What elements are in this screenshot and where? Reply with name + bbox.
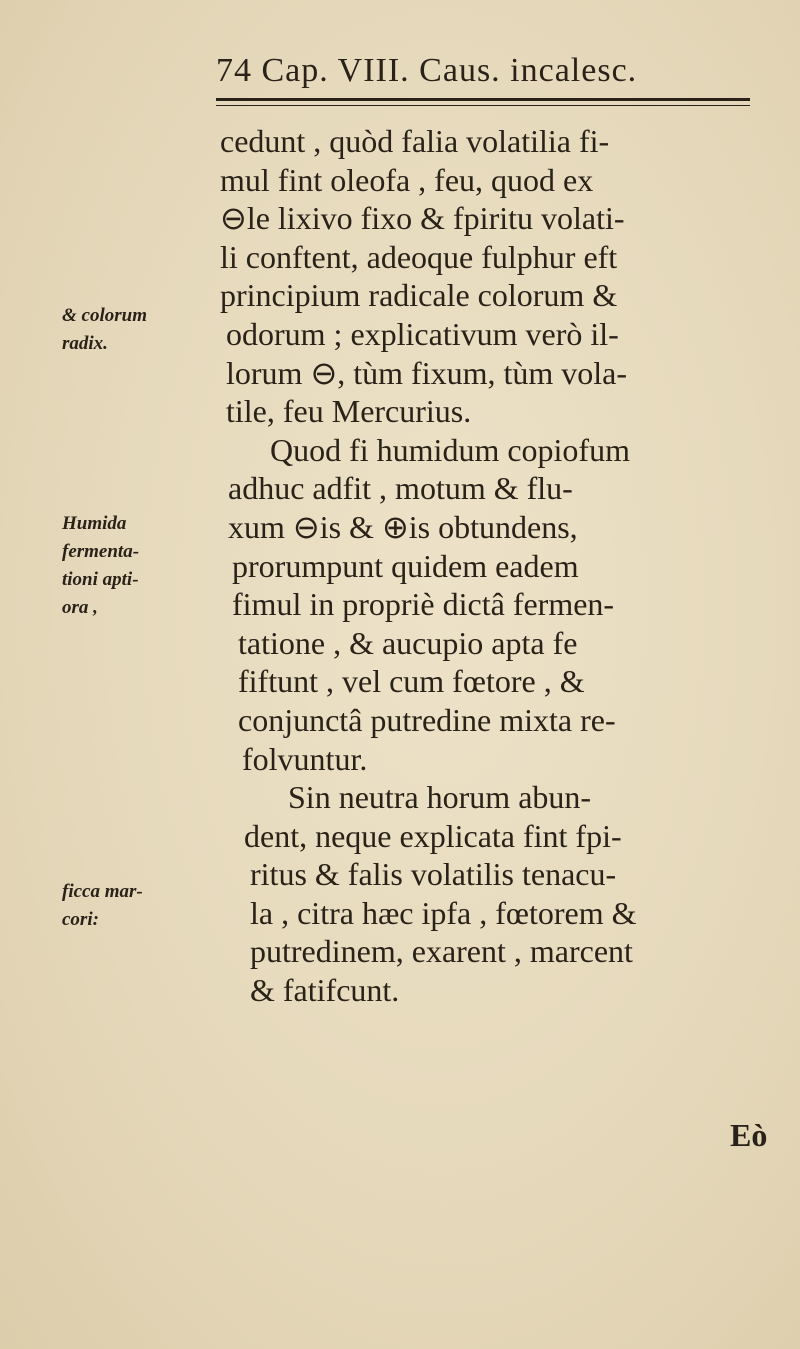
text-line: conjunctâ putredine mixta re-	[238, 701, 616, 738]
text-line: fimul in propriè dictâ fermen-	[232, 586, 615, 623]
text-line: prorumpunt quidem eadem	[232, 547, 579, 584]
marginal-line: radix.	[62, 333, 108, 354]
text-line: folvuntur.	[242, 740, 368, 777]
catchword: Eò	[730, 1117, 768, 1153]
marginal-line: cori:	[62, 909, 99, 930]
text-line: ritus & falis volatilis tenacu-	[250, 856, 617, 893]
text-line: odorum ; explicativum verò il-	[226, 315, 619, 352]
text-line: la , citra hæc ipfa , fœtorem &	[250, 894, 637, 931]
text-line: xum ⊖is & ⊕is obtundens,	[228, 508, 578, 545]
marginal-note-humida	[62, 510, 222, 622]
text-line: cedunt , quòd falia volatilia fi-	[220, 123, 610, 159]
text-line: & fatifcunt.	[250, 972, 400, 1009]
text-line: mul fint oleofa , feu, quod ex	[220, 161, 594, 198]
text-line: fiftunt , vel cum fœtore , &	[238, 663, 585, 700]
text-line: putredinem, exarent , marcent	[250, 933, 633, 970]
marginal-line: Humida	[62, 513, 127, 534]
text-line: Quod fi humidum copiofum	[270, 431, 630, 468]
header-rule	[216, 98, 750, 106]
marginal-note-ficca	[62, 878, 222, 934]
text-line: li conftent, adeoque fulphur eft	[220, 238, 618, 275]
marginal-line: & colorum	[62, 305, 147, 326]
marginal-note-colorum	[62, 302, 222, 358]
text-line: lorum ⊖, tùm fixum, tùm vola-	[226, 354, 627, 391]
running-head: 74 Cap. VIII. Caus. incalesc.	[216, 52, 638, 89]
text-line: dent, neque explicata fint fpi-	[244, 817, 622, 854]
marginal-line: fermenta-	[62, 541, 140, 562]
text-line: Sin neutra horum abun-	[288, 779, 592, 816]
text-line: ⊖le lixivo fixo & fpiritu volati-	[220, 200, 625, 237]
text-line: principium radicale colorum &	[220, 277, 618, 314]
marginal-line: ficca mar-	[62, 881, 143, 902]
text-line: tile, feu Mercurius.	[226, 393, 472, 430]
marginal-line: tioni apti-	[62, 569, 139, 590]
body-text	[220, 122, 780, 1010]
text-line: adhuc adfit , motum & flu-	[228, 470, 573, 507]
text-line: tatione , & aucupio apta fe	[238, 624, 578, 661]
marginal-line: ora ,	[62, 597, 98, 618]
